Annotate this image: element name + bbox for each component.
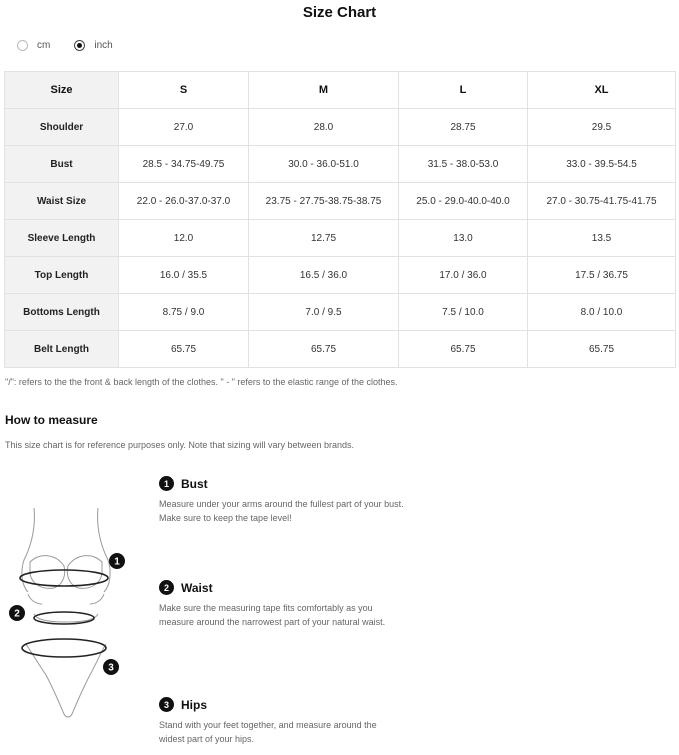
unit-radio-inch[interactable] [74, 40, 85, 51]
unit-radio-cm[interactable] [17, 40, 28, 51]
measure-step-bust [159, 476, 409, 525]
table-cell: 17.0 / 36.0 [399, 257, 528, 294]
table-row [5, 331, 676, 368]
table-cell: 31.5 - 38.0-53.0 [399, 146, 528, 183]
table-cell: 65.75 [249, 331, 399, 368]
unit-label-cm: cm [37, 40, 51, 51]
unit-toggle [17, 40, 137, 51]
table-cell: 23.75 - 27.75-38.75-38.75 [249, 183, 399, 220]
reference-text: This size chart is for reference purposes only. Note that sizing will vary between brands. [5, 440, 354, 450]
page-title: Size Chart [302, 4, 377, 21]
table-cell: 65.75 [399, 331, 528, 368]
table-row [5, 220, 676, 257]
unit-label-inch: inch [94, 40, 113, 51]
table-row [5, 183, 676, 220]
svg-text:3: 3 [108, 662, 114, 674]
table-cell: 65.75 [528, 331, 676, 368]
table-cell: 16.5 / 36.0 [249, 257, 399, 294]
measure-step-hips [159, 697, 409, 746]
table-cell: 13.0 [399, 220, 528, 257]
row-label: Bust [5, 146, 119, 183]
how-to-measure-heading: How to measure [5, 413, 98, 427]
table-row [5, 294, 676, 331]
body-measurement-illustration [6, 500, 136, 725]
table-cell: 7.5 / 10.0 [399, 294, 528, 331]
table-cell: 17.5 / 36.75 [528, 257, 676, 294]
step-description: Measure under your arms around the fullest part of your bust. Make sure to keep the tape level! [159, 499, 404, 523]
table-cell: 22.0 - 26.0-37.0-37.0 [119, 183, 249, 220]
row-label: Waist Size [5, 183, 119, 220]
table-cell: 28.75 [399, 109, 528, 146]
row-label: Top Length [5, 257, 119, 294]
step-description: Stand with your feet together, and measure around the widest part of your hips. [159, 720, 377, 744]
step-title: Waist [181, 580, 213, 595]
table-cell: 28.5 - 34.75-49.75 [119, 146, 249, 183]
table-cell: 33.0 - 39.5-54.5 [528, 146, 676, 183]
measure-step-waist [159, 580, 409, 629]
svg-text:2: 2 [14, 608, 20, 620]
header-cell: L [399, 72, 528, 109]
table-row [5, 257, 676, 294]
step-number-badge: 3 [159, 697, 174, 712]
svg-text:1: 1 [114, 556, 120, 568]
step-description: Make sure the measuring tape fits comfortably as you measure around the narrowest part of your natural waist. [159, 603, 386, 627]
header-cell: M [249, 72, 399, 109]
table-cell: 12.0 [119, 220, 249, 257]
table-cell: 29.5 [528, 109, 676, 146]
table-cell: 27.0 [119, 109, 249, 146]
row-label: Sleeve Length [5, 220, 119, 257]
row-label: Shoulder [5, 109, 119, 146]
step-number-badge: 1 [159, 476, 174, 491]
row-label: Bottoms Length [5, 294, 119, 331]
table-cell: 12.75 [249, 220, 399, 257]
header-cell: S [119, 72, 249, 109]
table-cell: 8.75 / 9.0 [119, 294, 249, 331]
header-cell: Size [5, 72, 119, 109]
table-row [5, 146, 676, 183]
header-cell: XL [528, 72, 676, 109]
table-cell: 65.75 [119, 331, 249, 368]
table-row [5, 109, 676, 146]
table-note: "/": refers to the the front & back length of the clothes. " - " refers to the elastic range of the clothes. [5, 377, 398, 387]
table-cell: 8.0 / 10.0 [528, 294, 676, 331]
step-number-badge: 2 [159, 580, 174, 595]
table-cell: 30.0 - 36.0-51.0 [249, 146, 399, 183]
table-header-row [5, 72, 676, 109]
step-title: Bust [181, 476, 208, 491]
row-label: Belt Length [5, 331, 119, 368]
table-cell: 28.0 [249, 109, 399, 146]
table-cell: 16.0 / 35.5 [119, 257, 249, 294]
size-table [4, 71, 676, 368]
table-cell: 7.0 / 9.5 [249, 294, 399, 331]
table-cell: 13.5 [528, 220, 676, 257]
step-title: Hips [181, 697, 208, 712]
table-cell: 27.0 - 30.75-41.75-41.75 [528, 183, 676, 220]
table-cell: 25.0 - 29.0-40.0-40.0 [399, 183, 528, 220]
